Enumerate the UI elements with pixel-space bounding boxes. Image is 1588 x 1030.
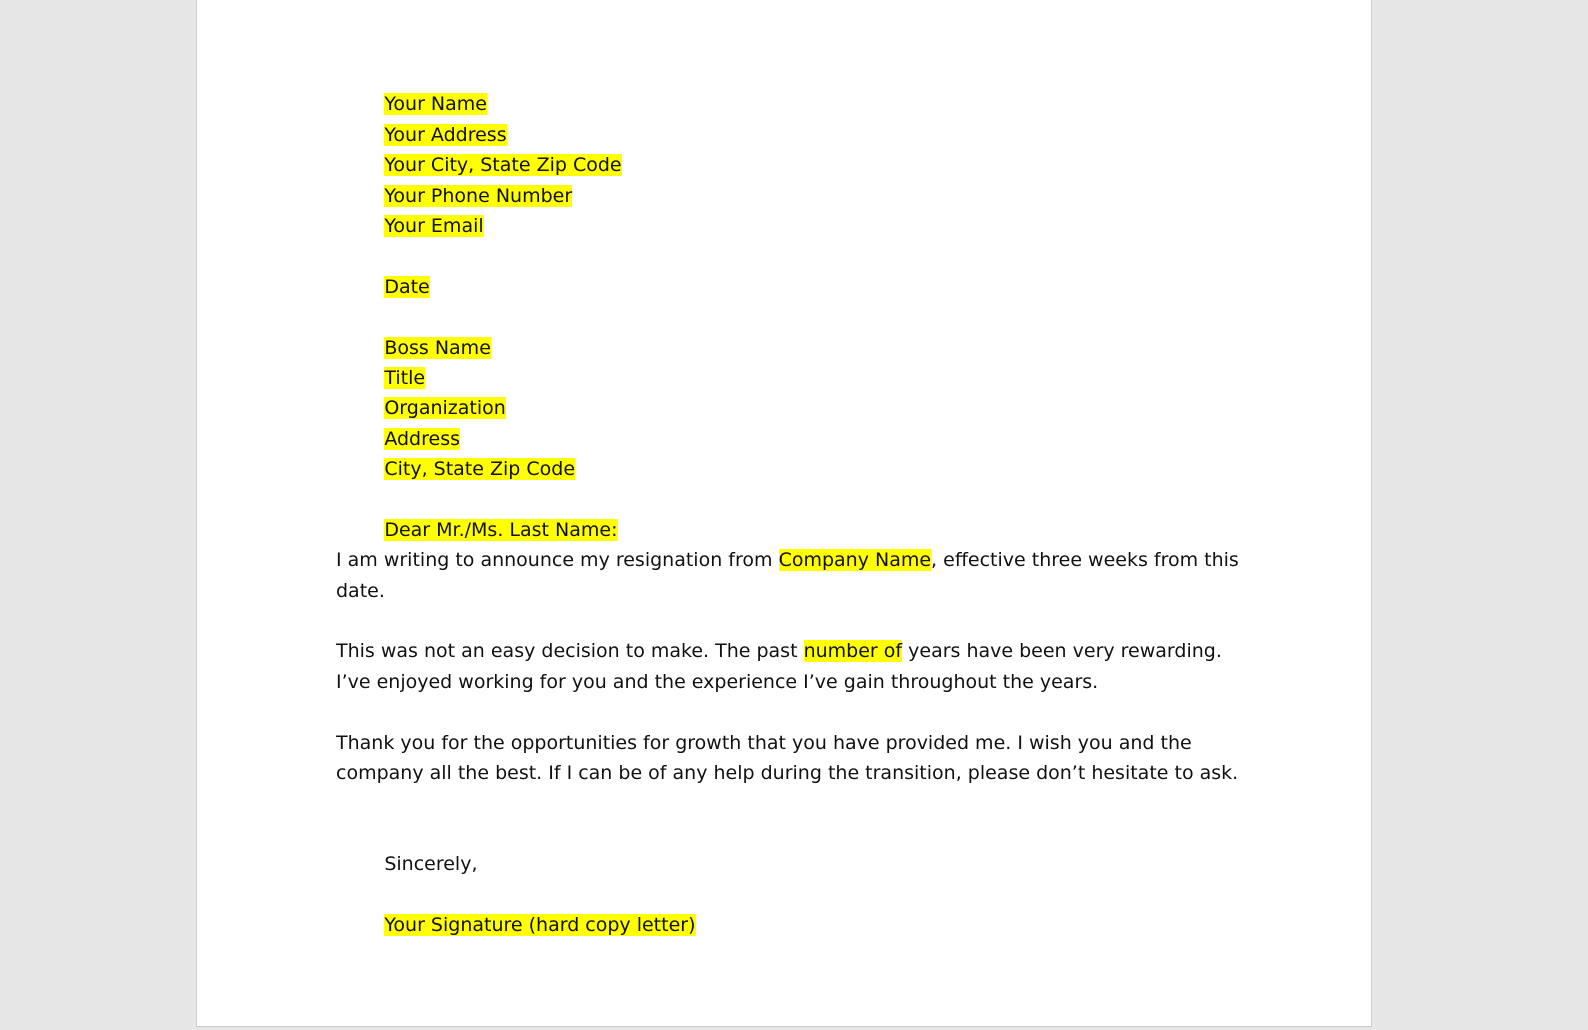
paragraph-3-line-2 <box>336 758 1239 788</box>
letter-date: Date <box>384 275 430 298</box>
blank-line <box>336 606 1236 636</box>
sender-block <box>336 59 1236 116</box>
recipient-address: Address <box>384 427 460 450</box>
paragraph-1-line-1 <box>336 545 1239 575</box>
sender-name: Your Name <box>384 93 487 116</box>
signature-placeholder: Your Signature (hard copy letter) <box>384 914 696 937</box>
sender-phone: Your Phone Number <box>384 184 573 207</box>
paragraph-3-text: company all the best. If I can be of any help during the transition, please don’t hesitate to ask. <box>336 762 1239 785</box>
recipient-organization: Organization <box>384 397 506 420</box>
number-of-years-placeholder: number of <box>803 640 903 663</box>
closing: Sincerely, <box>384 853 478 876</box>
company-name-placeholder: Company Name <box>778 549 932 572</box>
paragraph-3-line-1 <box>336 728 1236 758</box>
recipient-name: Boss Name <box>384 336 491 359</box>
paragraph-2-line-2 <box>336 667 1236 697</box>
sender-address: Your Address <box>384 123 507 146</box>
paragraph-1-text: date. <box>336 579 385 602</box>
paragraph-1-line-2 <box>336 576 1236 606</box>
sender-email: Your Email <box>384 214 484 237</box>
sender-city-state-zip: Your City, State Zip Code <box>384 154 622 177</box>
paragraph-3-text: Thank you for the opportunities for growth that you have provided me. I wish you and the <box>336 731 1192 754</box>
recipient-title: Title <box>384 366 426 389</box>
blank-line <box>336 788 1236 818</box>
letter-body[interactable] <box>336 59 1239 937</box>
paragraph-1-text: , effective three weeks from this <box>931 549 1239 572</box>
paragraph-2-text: years have been very rewarding. <box>902 640 1222 663</box>
document-page[interactable] <box>196 0 1372 1027</box>
recipient-city-state-zip: City, State Zip Code <box>384 458 576 481</box>
paragraph-2-text: I’ve enjoyed working for you and the experience I’ve gain throughout the years. <box>336 670 1099 693</box>
paragraph-1-text: I am writing to announce my resignation from <box>336 549 779 572</box>
blank-line <box>336 272 1236 302</box>
salutation: Dear Mr./Ms. Last Name: <box>384 518 618 541</box>
blank-line <box>336 697 1236 727</box>
paragraph-2-line-1 <box>336 636 1236 666</box>
paragraph-2-text: This was not an easy decision to make. The past <box>336 640 804 663</box>
